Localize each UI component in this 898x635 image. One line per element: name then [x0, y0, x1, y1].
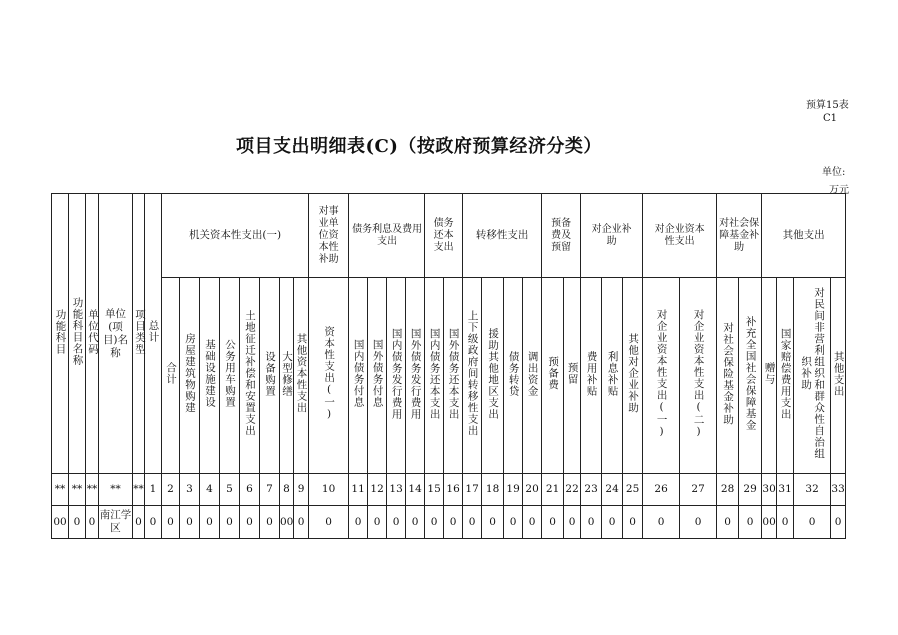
data-cell: 0: [86, 506, 99, 539]
sub-header-cell: 国外债务发行费用: [406, 278, 425, 474]
code-cell: 32: [794, 474, 831, 506]
group-header: 对企业资本性支出: [643, 194, 717, 278]
code-cell: 12: [368, 474, 387, 506]
group-header: 对企业补助: [581, 194, 643, 278]
code-cell: 3: [180, 474, 200, 506]
sub-header-cell: 债务转贷: [504, 278, 523, 474]
data-cell: 南江学区: [99, 506, 133, 539]
group-header: 预备费及预留: [542, 194, 581, 278]
data-cell: 0: [406, 506, 425, 539]
data-cell: 00: [52, 506, 69, 539]
data-cell: 0: [145, 506, 162, 539]
code-cell: 9: [294, 474, 309, 506]
code-cell: 31: [777, 474, 794, 506]
code-cell: 1: [145, 474, 162, 506]
sub-header-cell: 补充全国社会保障基金: [739, 278, 762, 474]
code-cell: 24: [602, 474, 623, 506]
data-cell: 0: [623, 506, 643, 539]
code-cell: 30: [762, 474, 777, 506]
code-cell: 26: [643, 474, 680, 506]
code-cell: 20: [523, 474, 542, 506]
header-cell: 项目类型: [133, 194, 145, 474]
data-cell: 0: [180, 506, 200, 539]
group-header: 其他支出: [762, 194, 846, 278]
data-cell: 0: [200, 506, 220, 539]
sub-header-cell: 对民间非营利组织和群众性自治组织补助: [794, 278, 831, 474]
data-cell: 00: [280, 506, 294, 539]
code-cell: 14: [406, 474, 425, 506]
data-cell: 0: [162, 506, 180, 539]
data-cell: 0: [602, 506, 623, 539]
code-cell: 17: [463, 474, 482, 506]
code-row: [52, 474, 846, 506]
data-cell: 0: [504, 506, 523, 539]
table-row: [52, 506, 846, 539]
code-cell: 8: [280, 474, 294, 506]
sub-header-row: [52, 278, 846, 474]
sub-header-cell: 对企业资本性支出(二): [680, 278, 717, 474]
code-cell: 2: [162, 474, 180, 506]
page-title: 项目支出明细表(C)（按政府预算经济分类）: [236, 136, 602, 157]
data-cell: 0: [680, 506, 717, 539]
code-cell: 6: [240, 474, 260, 506]
code-cell: 28: [717, 474, 739, 506]
sub-header-cell: 国内债务发行费用: [387, 278, 406, 474]
sub-header-cell: 援助其他地区支出: [482, 278, 504, 474]
code-cell: **: [133, 474, 145, 506]
sub-header-cell: 设备购置: [260, 278, 280, 474]
code-cell: 10: [309, 474, 349, 506]
data-cell: 0: [777, 506, 794, 539]
data-cell: 0: [444, 506, 463, 539]
group-header-row: [52, 194, 846, 278]
code-cell: **: [52, 474, 69, 506]
sub-header-cell: 合计: [162, 278, 180, 474]
header-cell: 总计: [145, 194, 162, 474]
sub-header-cell: 费用补贴: [581, 278, 602, 474]
unit-value: 万元: [829, 185, 849, 196]
code-cell: 16: [444, 474, 463, 506]
data-cell: 00: [762, 506, 777, 539]
data-cell: 0: [482, 506, 504, 539]
data-cell: 0: [133, 506, 145, 539]
sub-header-cell: 对社会保险基金补助: [717, 278, 739, 474]
sub-header-cell: 资本性支出(一): [309, 278, 349, 474]
sub-header-cell: 国内债务还本支出: [425, 278, 444, 474]
group-header: 机关资本性支出(一): [162, 194, 309, 278]
group-header: 债务利息及费用支出: [349, 194, 425, 278]
sub-header-cell: 利息补贴: [602, 278, 623, 474]
data-cell: 0: [309, 506, 349, 539]
sub-header-cell: 赠与: [762, 278, 777, 474]
sub-header-cell: 国外债务还本支出: [444, 278, 463, 474]
data-cell: 0: [220, 506, 240, 539]
data-cell: 0: [69, 506, 86, 539]
data-cell: 0: [463, 506, 482, 539]
header-cell: 单位(项目)名称: [99, 194, 133, 474]
code-cell: **: [86, 474, 99, 506]
sub-header-cell: 调出资金: [523, 278, 542, 474]
code-cell: 7: [260, 474, 280, 506]
data-cell: 0: [425, 506, 444, 539]
data-cell: 0: [523, 506, 542, 539]
sub-header-cell: 土地征迁补偿和安置支出: [240, 278, 260, 474]
group-header: 对事业单位资本性补助: [309, 194, 349, 278]
code-cell: 11: [349, 474, 368, 506]
sub-header-cell: 对企业资本性支出(一): [643, 278, 680, 474]
data-cell: 0: [739, 506, 762, 539]
code-cell: 21: [542, 474, 564, 506]
code-cell: 22: [564, 474, 581, 506]
code-cell: **: [99, 474, 133, 506]
unit-label: 单位:: [822, 167, 846, 178]
code-cell: 4: [200, 474, 220, 506]
code-cell: 15: [425, 474, 444, 506]
data-cell: 0: [368, 506, 387, 539]
sub-header-cell: 公务用车购置: [220, 278, 240, 474]
data-cell: 0: [542, 506, 564, 539]
header-cell: 单位代码: [86, 194, 99, 474]
data-cell: 0: [564, 506, 581, 539]
data-cell: 0: [581, 506, 602, 539]
code-cell: 18: [482, 474, 504, 506]
group-header: 债务还本支出: [425, 194, 463, 278]
code-cell: 25: [623, 474, 643, 506]
sub-header-cell: 大型修缮: [280, 278, 294, 474]
data-cell: 0: [387, 506, 406, 539]
header-cell: 功能科目名称: [69, 194, 86, 474]
code-cell: **: [69, 474, 86, 506]
sub-header-cell: 房屋建筑物购建: [180, 278, 200, 474]
data-cell: 0: [349, 506, 368, 539]
form-code: C1: [823, 113, 838, 124]
code-cell: 23: [581, 474, 602, 506]
sub-header-cell: 其他对企业补助: [623, 278, 643, 474]
sub-header-cell: 基础设施建设: [200, 278, 220, 474]
sub-header-cell: 其他资本性支出: [294, 278, 309, 474]
sub-header-cell: 上下级政府间转移性支出: [463, 278, 482, 474]
sub-header-cell: 其他支出: [831, 278, 846, 474]
code-cell: 27: [680, 474, 717, 506]
data-cell: 0: [294, 506, 309, 539]
detail-table: [51, 193, 846, 539]
code-cell: 19: [504, 474, 523, 506]
code-cell: 33: [831, 474, 846, 506]
data-cell: 0: [794, 506, 831, 539]
data-cell: 0: [643, 506, 680, 539]
form-number: 预算15表: [806, 100, 849, 111]
data-cell: 0: [717, 506, 739, 539]
data-cell: 0: [831, 506, 846, 539]
sub-header-cell: 预留: [564, 278, 581, 474]
sub-header-cell: 国外债务付息: [368, 278, 387, 474]
code-cell: 29: [739, 474, 762, 506]
code-cell: 13: [387, 474, 406, 506]
sub-header-cell: 国家赔偿费用支出: [777, 278, 794, 474]
data-cell: 0: [240, 506, 260, 539]
code-cell: 5: [220, 474, 240, 506]
sub-header-cell: 国内债务付息: [349, 278, 368, 474]
group-header: 转移性支出: [463, 194, 542, 278]
sub-header-cell: 预备费: [542, 278, 564, 474]
data-cell: 0: [260, 506, 280, 539]
group-header: 对社会保障基金补助: [717, 194, 762, 278]
header-cell: 功能科目: [52, 194, 69, 474]
